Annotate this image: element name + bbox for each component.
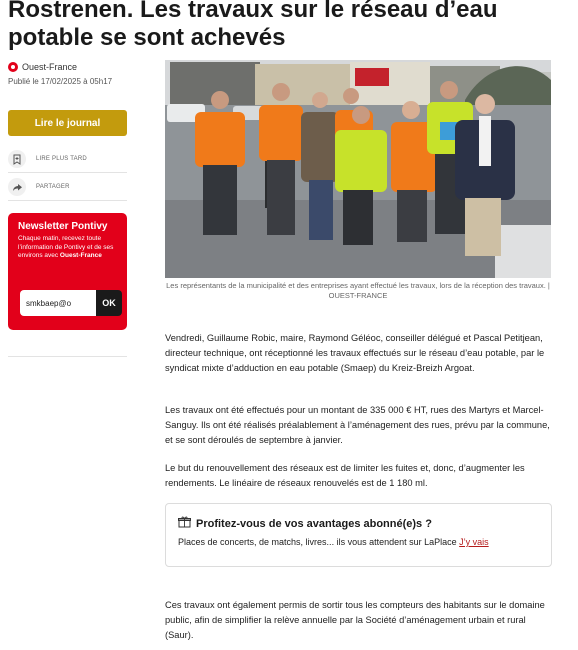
newsletter-title: Newsletter Pontivy (18, 221, 108, 232)
photo-caption: Les représentants de la municipalité et des entreprises ayant effectué les travaux, lors de la réception des travaux. | OUEST-FRANCE (166, 281, 550, 300)
newsletter-form (20, 290, 122, 316)
divider (8, 200, 127, 201)
source-line (8, 62, 77, 72)
article-paragraph: Le but du renouvellement des réseaux est de limiter les fuites et, donc, d’augmenter les rendements. Le linéaire de réseaux renouvelés est de 1 180 ml. (165, 463, 525, 488)
promo-link[interactable]: J’y vais (459, 537, 489, 547)
newsletter-ok-button[interactable]: OK (96, 290, 122, 316)
newsletter-email-field[interactable] (20, 290, 96, 316)
article-paragraph: Les travaux ont été effectués pour un montant de 335 000 € HT, rues des Martyrs et Marcel-Sanguy. Ils ont été réalisés préalablement à l’aménagement des rues, prévu par la commune, et se sont déroulés de septembre à janvier. (165, 405, 550, 445)
promo-text: Places de concerts, de matchs, livres... ils vous attendent sur LaPlace (178, 537, 460, 547)
gift-icon (178, 516, 191, 531)
promo-title: Profitez-vous de vos avantages abonné(e)s ? (196, 517, 432, 530)
newsletter-box (8, 213, 127, 330)
publish-date: Publié le 17/02/2025 à 05h17 (8, 77, 113, 86)
source-name[interactable]: Ouest-France (22, 62, 78, 72)
promo-title-row (178, 516, 539, 531)
ouest-france-logo-icon (8, 62, 18, 72)
read-later-label: LIRE PLUS TARD (36, 156, 87, 162)
article-title: Rostrenen. Les travaux sur le réseau d’eau potable se sont achevés (8, 0, 498, 51)
share-arrow-icon (8, 178, 26, 196)
newsletter-text: Chaque matin, recevez toute l’information de Pontivy et de ses environs avec Ouest-France (18, 235, 114, 259)
promo-text-row (178, 537, 539, 547)
subscriber-promo-box (165, 503, 552, 567)
read-journal-button[interactable]: Lire le journal (8, 110, 127, 136)
bookmark-icon (8, 150, 26, 168)
share-label: PARTAGER (36, 184, 70, 190)
divider (8, 356, 127, 357)
read-later-button[interactable] (8, 147, 127, 171)
group-photo-image (165, 60, 551, 278)
divider (8, 172, 127, 173)
article-photo[interactable] (165, 60, 551, 278)
article-paragraph: Vendredi, Guillaume Robic, maire, Raymond Géléoc, conseiller délégué et Pascal Petitjean, directeur technique, ont réceptionné les travaux effectués sur le réseau d’eau potable, par le syndicat mixte d’adduction en eau potable (Smaep) du Kreiz-Breizh Argoat. (165, 333, 545, 373)
article-paragraph: Ces travaux ont également permis de sortir tous les compteurs des habitants sur le domaine public, afin de simplifier la relève annuelle par la Société d’aménagement urbain et rural (Saur). (165, 600, 545, 640)
share-button[interactable] (8, 175, 127, 199)
